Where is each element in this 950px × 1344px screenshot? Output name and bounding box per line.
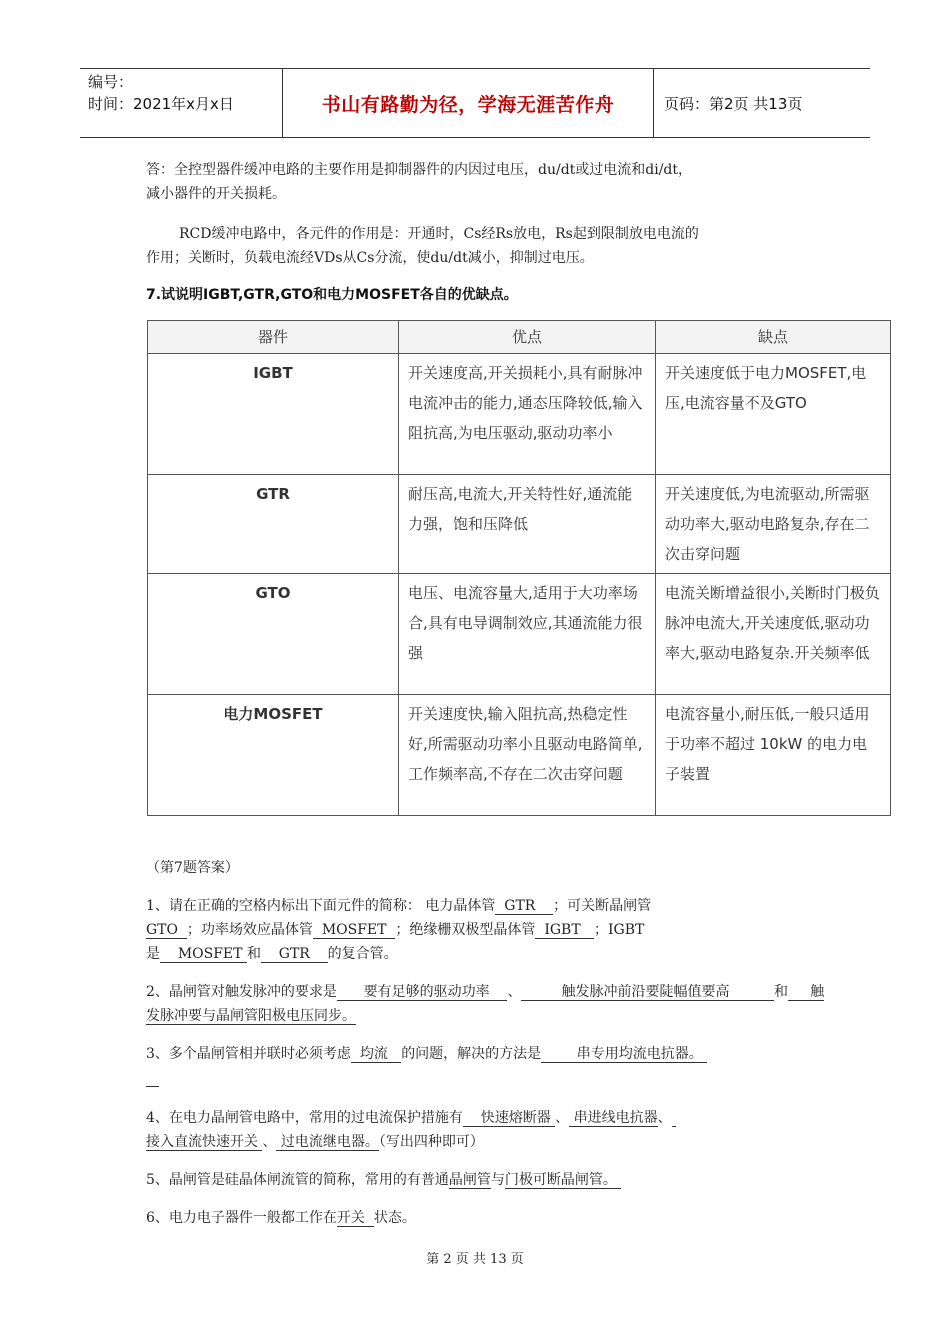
fill-answer bbox=[261, 946, 328, 963]
fill-text: 状态。 bbox=[373, 1210, 416, 1226]
fill-answer bbox=[672, 1110, 676, 1127]
header-motto-cell bbox=[282, 69, 654, 137]
fill-text: 、 bbox=[555, 1110, 570, 1126]
fill-answer-text: MOSFET bbox=[321, 922, 387, 938]
answer-line: 答：全控型器件缓冲电路的主要作用是抑制器件的内因过电压，du/dt或过电流和di/dt， bbox=[146, 162, 693, 178]
page-header bbox=[80, 68, 870, 138]
fill-answer bbox=[351, 1046, 401, 1063]
fill-text: 与 bbox=[490, 1172, 505, 1188]
fill-answer bbox=[521, 984, 774, 1001]
fill-item-4 bbox=[146, 1106, 826, 1154]
number-label: 编号： bbox=[88, 73, 134, 91]
fill-answer-text: GTO bbox=[146, 922, 178, 938]
fill-answer-text: 接入直流快速开关 bbox=[146, 1134, 258, 1150]
answer-line: 作用；关断时，负载电流经VDs从Cs分流，使du/dt减小，抑制过电压。 bbox=[146, 250, 594, 266]
fill-answer bbox=[449, 1172, 491, 1189]
fill-text: 、 bbox=[657, 1110, 672, 1126]
fill-text: 的问题，解决的方法是 bbox=[401, 1046, 542, 1062]
page-footer: 第 2 页 共 13 页 bbox=[426, 1252, 524, 1267]
fill-answer bbox=[337, 984, 508, 1001]
fill-answer-text: GTR bbox=[278, 946, 310, 962]
fill-answer bbox=[337, 1210, 374, 1227]
fill-answer-text: 晶闸管 bbox=[448, 1172, 491, 1188]
fill-answer-text: 触发脉冲前沿要陡幅值要高 bbox=[561, 984, 730, 1000]
cons-cell: 开关速度低于电力MOSFET,电压,电流容量不及GTO bbox=[656, 354, 891, 475]
fill-text: 2、晶闸管对触发脉冲的要求是 bbox=[146, 984, 337, 1000]
fill-answer bbox=[463, 1110, 555, 1127]
fill-text: ；IGBT bbox=[594, 922, 645, 938]
fill-text: 的复合管。 bbox=[327, 946, 398, 962]
fill-text: ；绝缘栅双极型晶体管 bbox=[395, 922, 536, 938]
header-motto: 书山有路勤为径，学海无涯苦作舟 bbox=[321, 93, 615, 116]
fill-text: 6、电力电子器件一般都工作在 bbox=[146, 1210, 337, 1226]
fill-text: 3、多个晶闸管相并联时必须考虑 bbox=[146, 1046, 351, 1062]
fill-text: （写出四种即可） bbox=[378, 1134, 484, 1150]
fill-answer bbox=[505, 1172, 621, 1189]
time-label: 时间：2021年x月x日 bbox=[88, 95, 234, 113]
fill-answer bbox=[535, 922, 594, 939]
fill-item-2 bbox=[146, 980, 826, 1028]
table-row bbox=[148, 475, 891, 574]
fill-answer-text: MOSFET bbox=[177, 946, 243, 962]
fill-answer bbox=[160, 946, 247, 963]
fill-text: 是 bbox=[146, 946, 160, 962]
fill-answer-text: IGBT bbox=[544, 922, 581, 938]
fill-answer bbox=[146, 922, 187, 939]
fill-answer-text: 串进线电抗器 bbox=[573, 1110, 658, 1126]
fill-text: 5、晶闸管是硅晶体闸流管的简称，常用的有普通 bbox=[146, 1172, 449, 1188]
table-row bbox=[148, 354, 891, 475]
cons-cell: 开关速度低,为电流驱动,所需驱动功率大,驱动电路复杂,存在二次击穿问题 bbox=[656, 475, 891, 574]
fill-answer-text: 门极可断晶闸管。 bbox=[504, 1172, 617, 1188]
fill-text: 和 bbox=[246, 946, 261, 962]
fill-text: 、 bbox=[262, 1134, 277, 1150]
fill-answer-text: 串专用均流电抗器。 bbox=[576, 1046, 703, 1062]
header-pros: 优点 bbox=[399, 321, 656, 354]
fill-answer bbox=[569, 1110, 657, 1127]
device-cell: IGBT bbox=[148, 354, 399, 475]
fill-answer-tail bbox=[146, 1070, 159, 1087]
fill-text: 4、在电力晶闸管电路中，常用的过电流保护措施有 bbox=[146, 1110, 463, 1126]
fill-answer-text: 开关 bbox=[336, 1210, 365, 1226]
pros-cell: 开关速度高,开关损耗小,具有耐脉冲电流冲击的能力,通态压降较低,输入阻抗高,为电压驱动,驱动功率小 bbox=[399, 354, 656, 475]
fill-answer-text: 快速熔断器 bbox=[480, 1110, 551, 1126]
device-cell: GTR bbox=[148, 475, 399, 574]
pros-cell: 耐压高,电流大,开关特性好,通流能力强，饱和压降低 bbox=[399, 475, 656, 574]
fill-text: ；可关断晶闸管 bbox=[553, 898, 652, 914]
device-cell: 电力MOSFET bbox=[148, 695, 399, 816]
fill-answer bbox=[146, 1134, 262, 1151]
cons-cell: 电流关断增益很小,关断时门极负脉冲电流大,开关速度低,驱动功率大,驱动电路复杂.开关频率低 bbox=[656, 574, 891, 695]
fill-answer-text: GTR bbox=[504, 898, 536, 914]
fill-answer bbox=[541, 1046, 707, 1063]
answer-paragraph-1 bbox=[146, 158, 826, 206]
header-meta bbox=[80, 69, 282, 137]
device-cell: GTO bbox=[148, 574, 399, 695]
header-page-info: 页码：第2页 共13页 bbox=[664, 94, 803, 113]
fill-answer bbox=[495, 898, 553, 915]
fill-text: 1、请在正确的空格内标出下面元件的简称： 电力晶体管 bbox=[146, 898, 496, 914]
pros-cell: 开关速度快,输入阻抗高,热稳定性好,所需驱动功率小且驱动电路简单,工作频率高,不存在二次击穿问题 bbox=[399, 695, 656, 816]
fill-answer-text: 触发脉冲要与晶闸管阳极电压同步。 bbox=[146, 984, 825, 1024]
answer-paragraph-2 bbox=[146, 222, 826, 270]
fill-answer-text: 均流 bbox=[359, 1046, 388, 1062]
table-header-row bbox=[148, 321, 891, 354]
fill-item-5 bbox=[146, 1168, 826, 1192]
header-cons: 缺点 bbox=[656, 321, 891, 354]
table-row bbox=[148, 695, 891, 816]
fill-text: 和 bbox=[774, 984, 789, 1000]
comparison-table bbox=[147, 320, 891, 816]
answer-line: 减小器件的开关损耗。 bbox=[146, 186, 286, 202]
cons-cell: 电流容量小,耐压低,一般只适用于功率不超过 10kW 的电力电子装置 bbox=[656, 695, 891, 816]
header-device: 器件 bbox=[148, 321, 399, 354]
answer-line: RCD缓冲电路中，各元件的作用是：开通时，Cs经Rs放电，Rs起到限制放电电流的 bbox=[179, 226, 699, 242]
question-7-title: 7.试说明IGBT,GTR,GTO和电力MOSFET各自的优缺点。 bbox=[146, 287, 518, 303]
pros-cell: 电压、电流容量大,适用于大功率场合,具有电导调制效应,其通流能力很强 bbox=[399, 574, 656, 695]
table-row bbox=[148, 574, 891, 695]
fill-item-3 bbox=[146, 1042, 826, 1090]
fill-text: ；功率场效应晶体管 bbox=[186, 922, 313, 938]
fill-answer bbox=[313, 922, 396, 939]
fill-text: 、 bbox=[507, 984, 522, 1000]
fill-item-6 bbox=[146, 1206, 826, 1230]
fill-item-1 bbox=[146, 894, 826, 966]
question-7-caption: （第7题答案） bbox=[146, 860, 239, 876]
fill-answer bbox=[276, 1134, 378, 1151]
fill-answer-text: 要有足够的驱动功率 bbox=[363, 984, 490, 1000]
fill-answer-text: 过电流继电器。 bbox=[280, 1134, 379, 1150]
